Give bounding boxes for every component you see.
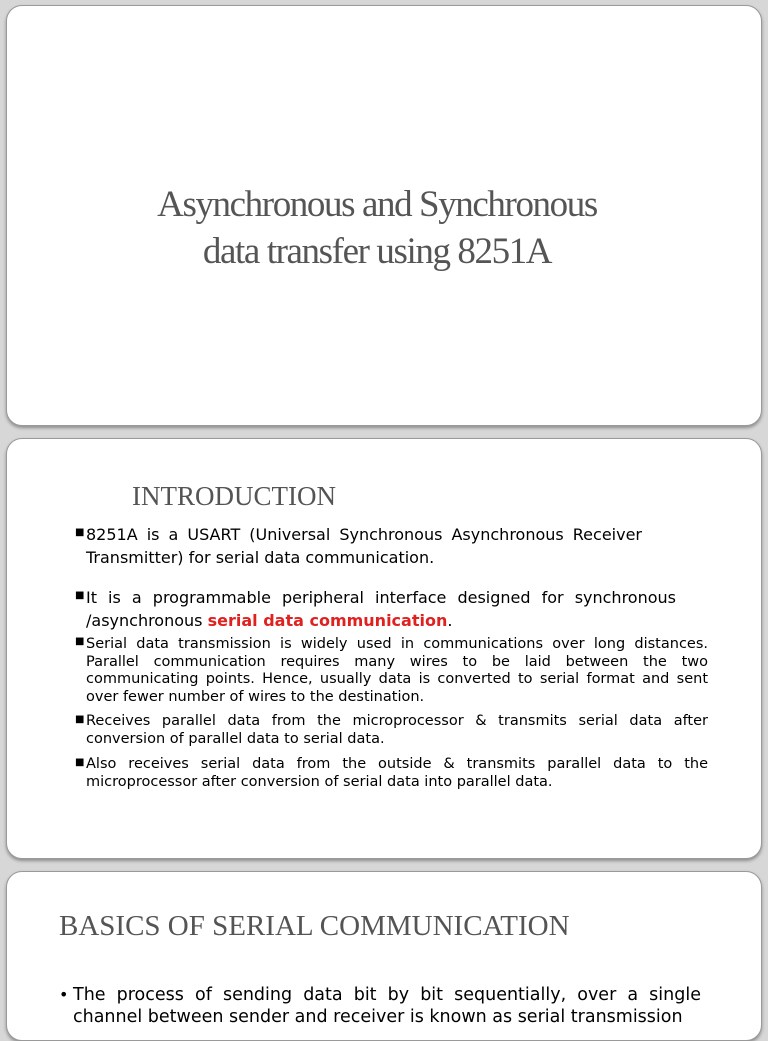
bullet-text-receives-serial: Also receives serial data from the outside & transmits parallel data to the microprocessor after conversion of serial data into parallel data. xyxy=(86,756,708,790)
bullet-text-usart: 8251A is a USART (Universal Synchronous Asynchronous Receiver Transmitter) for serial data communication. xyxy=(86,525,642,567)
bullet-text-part: . xyxy=(447,611,453,630)
highlighted-term: serial data communication xyxy=(207,611,448,630)
square-bullet-icon: ■ xyxy=(75,590,85,601)
introduction-slide xyxy=(6,438,762,859)
bullet-text-serial-transmission: Serial data transmission is widely used in communications over long distances. Parallel communication requires many wires to be laid between the two communicating points. Hence, usually data is converted to serial format and sent over fewer number of wires to the destination. xyxy=(86,636,708,705)
slide-title-line1: Asynchronous and Synchronous xyxy=(157,184,597,225)
slide-heading: INTRODUCTION xyxy=(132,481,336,511)
square-bullet-icon: ■ xyxy=(75,636,85,647)
slide-title-line2: data transfer using 8251A xyxy=(202,231,552,272)
square-bullet-icon: ■ xyxy=(75,527,85,538)
slide-heading: BASICS OF SERIAL COMMUNICATION xyxy=(59,910,570,942)
round-bullet-icon: • xyxy=(59,985,69,1004)
bullet-text-serial-process: The process of sending data bit by bit sequentially, over a single channel between sender and receiver is known as serial transmission xyxy=(73,985,701,1027)
square-bullet-icon: ■ xyxy=(75,757,85,768)
bullet-text-part: It is a programmable peripheral interface designed for synchronous /asynchronous xyxy=(86,588,676,630)
basics-slide xyxy=(6,871,762,1041)
bullet-text-receives-parallel: Receives parallel data from the microprocessor & transmits serial data after conversion of parallel data to serial data. xyxy=(86,713,708,747)
title-slide xyxy=(6,5,762,426)
slide-title xyxy=(67,181,687,275)
bullet-text-programmable xyxy=(86,586,676,632)
square-bullet-icon: ■ xyxy=(75,714,85,725)
